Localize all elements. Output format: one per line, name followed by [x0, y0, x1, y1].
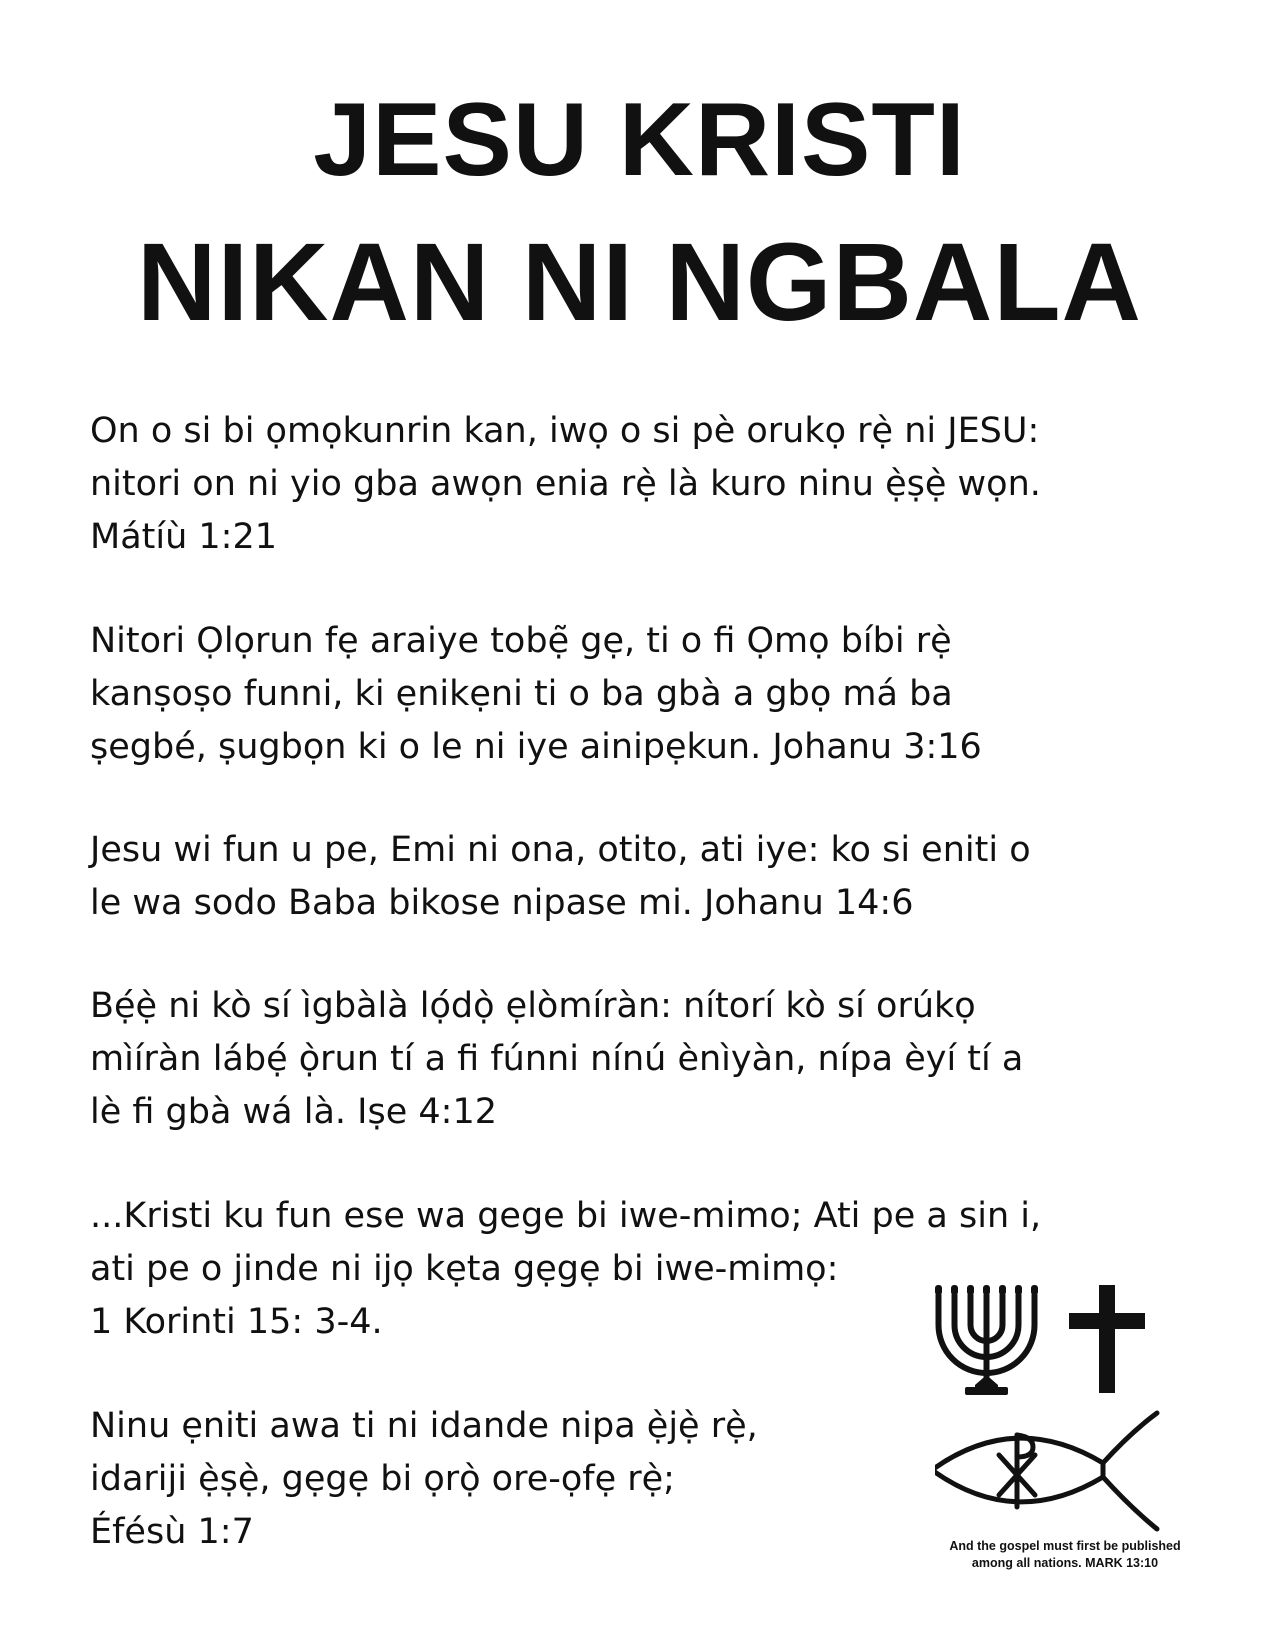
verse-john-3-16: Nitori Ọlọrun fẹ araiye tobẹ̃ gẹ, ti o fi Ọmọ bíbi rẹ̀ kanṣoṣo funni, ki ẹnikẹni ti o ba gbà a gbọ má ba ṣegbé, ṣugbọn ki o le ni iye ainipẹkun. Johanu 3:16: [90, 621, 982, 767]
verse-matthew-1-21: On o si bi ọmọkunrin kan, iwọ o si pè orukọ rẹ̀ ni JESU: nitori on ni yio gba awọn enia rẹ̀ là kuro ninu ẹ̀ṣẹ̀ wọn. Mátíù 1:21: [90, 411, 1041, 557]
cross-icon: [1069, 1285, 1145, 1393]
christian-symbols: [935, 1285, 1195, 1575]
verse-1-corinthians-15-3-4: ...Kristi ku fun ese wa gege bi iwe-mimo; Ati pe a sin i, ati pe o jinde ni ijọ kẹta gẹgẹ bi iwe-mimọ: 1 Korinti 15: 3-4.: [90, 1196, 1042, 1342]
gospel-caption: [900, 1538, 1230, 1572]
verse-acts-4-12: Bẹ́ẹ̀ ni kò sí ìgbàlà lọ́dọ̀ ẹlòmíràn: nítorí kò sí orúkọ mìíràn lábẹ́ ọ̀run tí a fi fúnni nínú ènìyàn, nípa èyí tí a lè fi gbà wá là. Iṣe 4:12: [90, 986, 1024, 1132]
menorah-icon: [935, 1285, 1038, 1395]
ichthys-chi-rho-icon: [935, 1413, 1157, 1529]
verse-john-14-6: Jesu wi fun u pe, Emi ni ona, otito, ati iye: ko si eniti o le wa sodo Baba bikose nipase mi. Johanu 14:6: [90, 830, 1031, 923]
title-line-1: JESU KRISTI: [313, 82, 966, 198]
caption-line-1: And the gospel must first be published: [949, 1539, 1181, 1553]
title-line-2: NIKAN NI NGBALA: [137, 221, 1142, 344]
caption-line-2: among all nations. MARK 13:10: [971, 1556, 1159, 1570]
verse-ephesians-1-7: Ninu ẹniti awa ti ni idande nipa ẹ̀jẹ̀ rẹ̀, idariji ẹ̀ṣẹ̀, gẹgẹ bi ọrọ̀ ore-ọfẹ rẹ̀; Éfésù 1:7: [90, 1406, 758, 1552]
